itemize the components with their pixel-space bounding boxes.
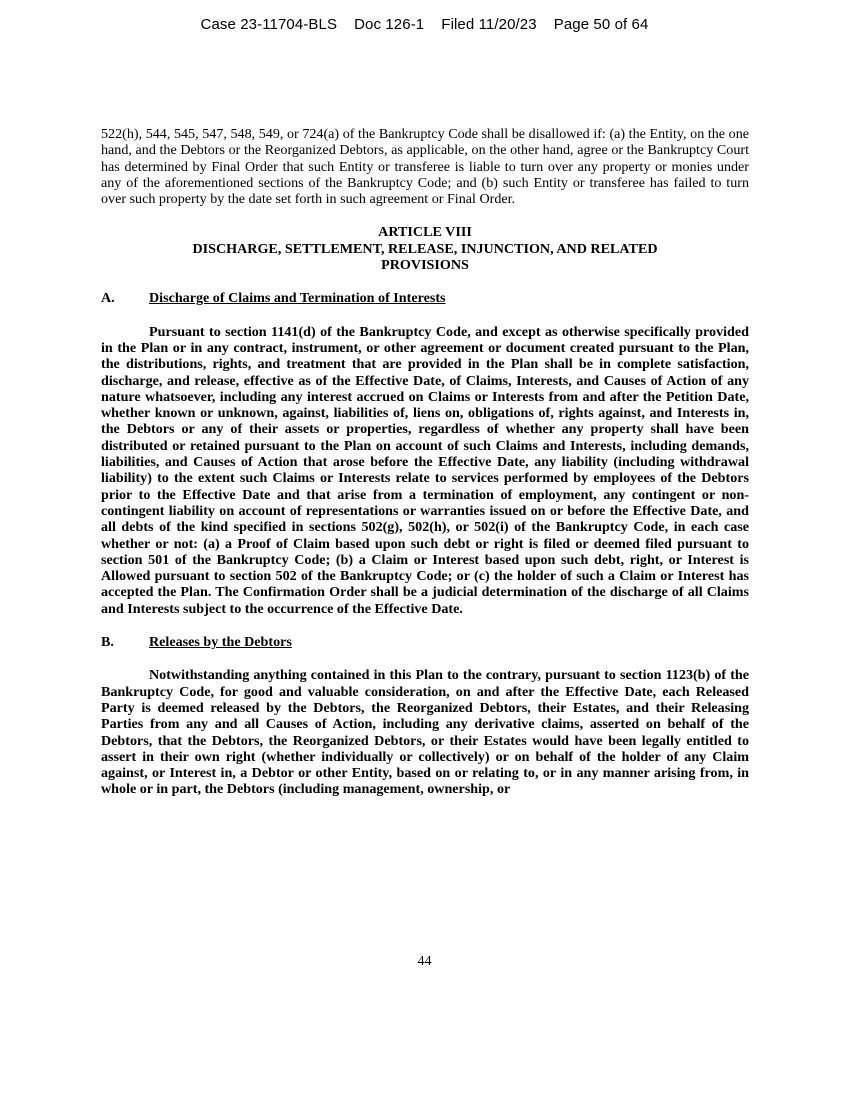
section-b-body: Notwithstanding anything contained in this Plan to the contrary, pursuant to section 1123(b) of the Bankruptcy Code, for good and valuable consideration, on and after the Effective Date, each Released Party is deemed released by the Debtors, the Reorganized Debtors, their Estates, and their Releasing Parties from any and all Causes of Action, including any derivative claims, asserted on behalf of the Debtors, that the Debtors, the Reorganized Debtors, or their Estates would have been legally entitled to assert in their own right (whether individually or collectively) or on behalf of the holder of any Claim against, or Interest in, a Debtor or other Entity, based on or relating to, or in any manner arising from, in whole or in part, the Debtors (including management, ownership, or xyxy=(101,667,749,798)
section-a-letter: A. xyxy=(101,290,115,307)
court-filing-header: Case 23-11704-BLS Doc 126-1 Filed 11/20/23 Page 50 of 64 xyxy=(200,16,649,33)
article-title-line-2: PROVISIONS xyxy=(381,257,469,274)
document-body xyxy=(101,126,749,798)
article-heading xyxy=(101,224,749,273)
section-a-body: Pursuant to section 1141(d) of the Bankruptcy Code, and except as otherwise specifically provided in the Plan or in any contract, instrument, or other agreement or document created pursuant to the Plan, the distributions, rights, and treatment that are provided in the Plan shall be in complete satisfaction, discharge, and release, effective as of the Effective Date, of Claims, Interests, and Causes of Action of any nature whatsoever, including any interest accrued on Claims or Interests from and after the Petition Date, whether known or unknown, against, liabilities of, liens on, obligations of, rights against, and Interests in, the Debtors or any of their assets or properties, regardless of whether any property shall have been distributed or retained pursuant to the Plan on account of such Claims and Interests, including demands, liabilities, and Causes of Action that arose before the Effective Date, any liability (including withdrawal liability) to the extent such Claims or Interests relate to services performed by employees of the Debtors prior to the Effective Date and that arise from a termination of employment, any contingent or non-contingent liability on account of representations or warranties issued on or before the Effective Date, and all debts of the kind specified in sections 502(g), 502(h), or 502(i) of the Bankruptcy Code, in each case whether or not: (a) a Proof of Claim based upon such debt or right is filed or deemed filed pursuant to section 501 of the Bankruptcy Code; (b) a Claim or Interest based upon such debt, right, or Interest is Allowed pursuant to section 502 of the Bankruptcy Code; or (c) the holder of such a Claim or Interest has accepted the Plan. The Confirmation Order shall be a judicial determination of the discharge of all Claims and Interests subject to the occurrence of the Effective Date. xyxy=(101,323,749,617)
section-b-heading xyxy=(101,634,749,650)
article-number: ARTICLE VIII xyxy=(378,224,472,241)
continuation-paragraph: 522(h), 544, 545, 547, 548, 549, or 724(a) of the Bankruptcy Code shall be disallowed if: (a) the Entity, on the one hand, and the Debtors or the Reorganized Debtors, as applicable, on the other hand, agree or the Bankruptcy Court has determined by Final Order that such Entity or transferee is liable to turn over any property or monies under any of the aforementioned sections of the Bankruptcy Code; and (b) such Entity or transferee has failed to turn over such property by the date set forth in such agreement or Final Order. xyxy=(101,126,749,208)
article-title-line-1: DISCHARGE, SETTLEMENT, RELEASE, INJUNCTION, AND RELATED xyxy=(192,240,658,257)
section-a-title: Discharge of Claims and Termination of Interests xyxy=(149,290,446,307)
section-b-title: Releases by the Debtors xyxy=(149,634,292,651)
page-number: 44 xyxy=(417,953,432,969)
section-a-heading xyxy=(101,290,749,306)
section-b-letter: B. xyxy=(101,634,114,651)
